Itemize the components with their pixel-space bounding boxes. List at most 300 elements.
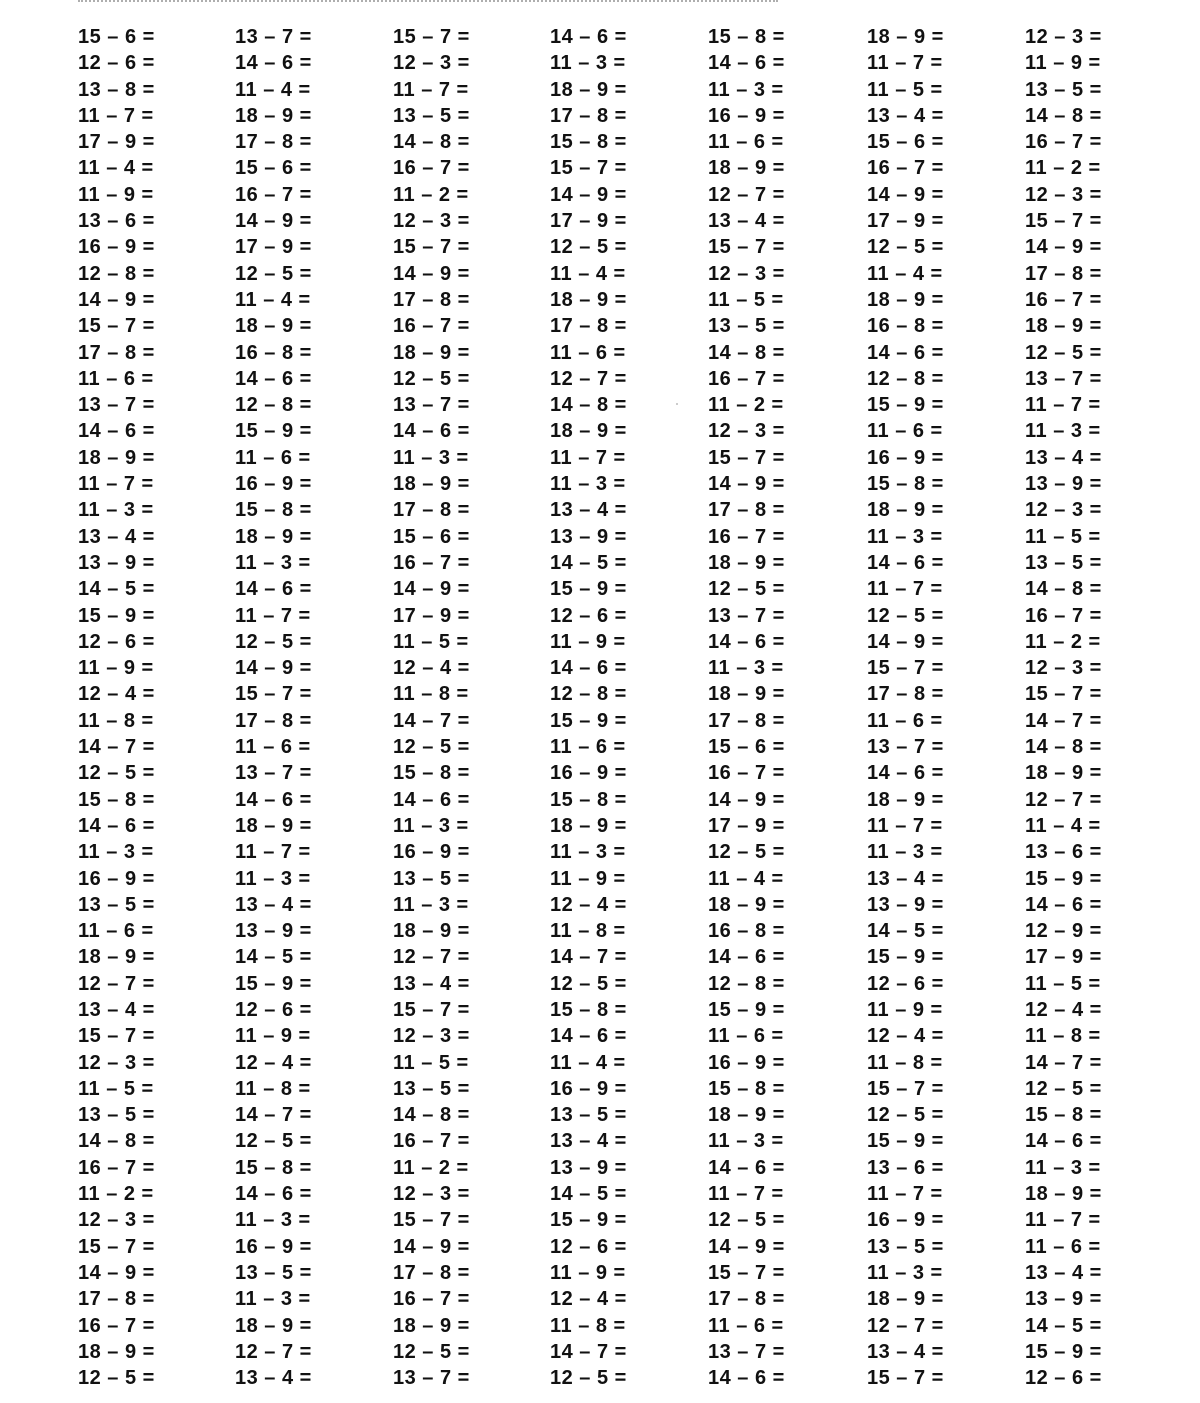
subtraction-problem: 16 – 9 = (78, 867, 155, 890)
subtraction-problem: 15 – 8 = (708, 1077, 785, 1100)
subtraction-problem: 15 – 7 = (867, 1367, 944, 1390)
subtraction-problem: 13 – 4 = (78, 525, 155, 548)
subtraction-problem: 11 – 7 = (867, 52, 943, 75)
subtraction-problem: 12 – 5 = (235, 630, 312, 653)
subtraction-problem: 12 – 5 = (1025, 341, 1102, 364)
subtraction-problem: 11 – 8 = (867, 1051, 943, 1074)
subtraction-problem: 15 – 7 = (708, 1261, 785, 1284)
subtraction-problem: 16 – 7 = (1025, 604, 1102, 627)
subtraction-problem: 18 – 9 = (78, 446, 155, 469)
subtraction-problem: 15 – 6 = (867, 131, 944, 154)
subtraction-problem: 11 – 3 = (78, 499, 154, 522)
subtraction-problem: 12 – 3 = (78, 1209, 155, 1232)
subtraction-problem: 15 – 7 = (78, 1235, 155, 1258)
subtraction-problem: 12 – 6 = (78, 630, 155, 653)
subtraction-problem: 15 – 8 = (867, 473, 944, 496)
subtraction-problem: 14 – 9 = (867, 630, 944, 653)
subtraction-problem: 12 – 4 = (867, 1025, 944, 1048)
subtraction-problem: 11 – 5 = (1025, 972, 1101, 995)
subtraction-problem: 13 – 5 = (78, 893, 155, 916)
subtraction-problem: 16 – 7 = (393, 1288, 470, 1311)
subtraction-problem: 14 – 7 = (78, 736, 155, 759)
subtraction-problem: 17 – 8 = (1025, 262, 1102, 285)
subtraction-problem: 11 – 7 = (1025, 1209, 1101, 1232)
subtraction-problem: 12 – 4 = (550, 893, 627, 916)
subtraction-problem: 11 – 2 = (393, 183, 469, 206)
subtraction-problem: 13 – 7 = (235, 26, 312, 48)
subtraction-problem: 11 – 9 = (78, 657, 154, 680)
problem-column-3 (393, 24, 543, 1391)
subtraction-problem: 14 – 8 = (1025, 736, 1102, 759)
subtraction-problem: 17 – 9 = (867, 210, 944, 233)
subtraction-problem: 13 – 4 = (867, 1340, 944, 1363)
subtraction-problem: 15 – 7 = (393, 236, 470, 259)
subtraction-problem: 13 – 5 = (393, 104, 470, 127)
subtraction-problem: 18 – 9 = (1025, 1183, 1102, 1206)
subtraction-problem: 15 – 7 = (393, 26, 470, 48)
subtraction-problem: 16 – 9 = (393, 841, 470, 864)
subtraction-problem: 12 – 5 = (550, 972, 627, 995)
subtraction-problem: 11 – 6 = (1025, 1235, 1101, 1258)
subtraction-problem: 12 – 8 = (867, 367, 944, 390)
subtraction-problem: 17 – 8 = (550, 104, 627, 127)
subtraction-problem: 11 – 3 = (393, 814, 469, 837)
subtraction-problem: 12 – 3 = (708, 420, 785, 443)
subtraction-problem: 15 – 8 = (393, 762, 470, 785)
subtraction-problem: 17 – 8 = (550, 315, 627, 338)
subtraction-problem: 14 – 8 = (393, 131, 470, 154)
subtraction-problem: 11 – 6 = (867, 420, 943, 443)
subtraction-problem: 17 – 8 = (235, 709, 312, 732)
subtraction-problem: 11 – 2 = (1025, 630, 1101, 653)
subtraction-problem: 12 – 7 = (393, 946, 470, 969)
subtraction-problem: 11 – 3 = (393, 893, 469, 916)
subtraction-problem: 11 – 3 = (550, 841, 626, 864)
subtraction-problem: 15 – 7 = (78, 315, 155, 338)
subtraction-problem: 16 – 7 = (1025, 288, 1102, 311)
subtraction-problem: 13 – 9 = (78, 551, 155, 574)
subtraction-problem: 14 – 6 = (235, 52, 312, 75)
subtraction-problem: 17 – 9 = (1025, 946, 1102, 969)
subtraction-problem: 14 – 6 = (1025, 1130, 1102, 1153)
subtraction-problem: 14 – 9 = (708, 788, 785, 811)
subtraction-problem: 12 – 3 = (393, 210, 470, 233)
problem-column-7 (1025, 24, 1175, 1391)
subtraction-problem: 13 – 4 = (78, 998, 155, 1021)
subtraction-problem: 11 – 8 = (1025, 1025, 1101, 1048)
subtraction-problem: 13 – 5 = (393, 867, 470, 890)
subtraction-problem: 15 – 7 = (867, 1077, 944, 1100)
subtraction-problem: 15 – 9 = (867, 946, 944, 969)
subtraction-problem: 11 – 6 = (550, 736, 626, 759)
subtraction-problem: 11 – 3 = (235, 1288, 311, 1311)
subtraction-problem: 14 – 8 = (1025, 104, 1102, 127)
subtraction-problem: 14 – 9 = (78, 288, 155, 311)
subtraction-problem: 13 – 7 = (867, 736, 944, 759)
subtraction-problem: 15 – 9 = (235, 420, 312, 443)
subtraction-problem: 12 – 5 = (393, 736, 470, 759)
subtraction-problem: 14 – 5 = (550, 1183, 627, 1206)
subtraction-problem: 12 – 7 = (78, 972, 155, 995)
subtraction-problem: 18 – 9 = (235, 814, 312, 837)
subtraction-problem: 16 – 9 = (78, 236, 155, 259)
subtraction-problem: 15 – 8 = (550, 131, 627, 154)
subtraction-problem: 13 – 9 = (867, 893, 944, 916)
subtraction-problem: 18 – 9 = (78, 946, 155, 969)
subtraction-problem: 11 – 8 = (393, 683, 469, 706)
subtraction-problem: 15 – 7 = (1025, 210, 1102, 233)
subtraction-problem: 12 – 5 = (235, 262, 312, 285)
subtraction-problem: 14 – 9 = (235, 210, 312, 233)
subtraction-problem: 13 – 5 = (393, 1077, 470, 1100)
subtraction-problem: 11 – 7 = (1025, 394, 1101, 417)
subtraction-problem: 14 – 6 = (867, 551, 944, 574)
subtraction-problem: 16 – 9 = (550, 762, 627, 785)
subtraction-problem: 17 – 8 = (393, 499, 470, 522)
subtraction-problem: 18 – 9 = (235, 1314, 312, 1337)
subtraction-problem: 11 – 5 = (867, 78, 943, 101)
subtraction-problem: 17 – 9 = (78, 131, 155, 154)
subtraction-problem: 16 – 7 = (867, 157, 944, 180)
subtraction-problem: 18 – 9 = (867, 288, 944, 311)
subtraction-problem: 18 – 9 = (393, 1314, 470, 1337)
subtraction-problem: 13 – 5 = (708, 315, 785, 338)
subtraction-problem: 12 – 5 = (708, 578, 785, 601)
subtraction-problem: 15 – 7 = (708, 236, 785, 259)
subtraction-problem: 12 – 7 = (708, 183, 785, 206)
problem-column-2 (235, 24, 385, 1391)
subtraction-problem: 15 – 6 = (393, 525, 470, 548)
subtraction-problem: 11 – 9 = (550, 867, 626, 890)
subtraction-problem: 12 – 6 = (550, 1235, 627, 1258)
subtraction-problem: 13 – 9 = (1025, 1288, 1102, 1311)
subtraction-problem: 12 – 5 = (550, 1367, 627, 1390)
subtraction-problem: 16 – 7 = (393, 1130, 470, 1153)
subtraction-problem: 18 – 9 = (708, 893, 785, 916)
subtraction-problem: 16 – 9 = (708, 1051, 785, 1074)
subtraction-problem: 16 – 7 = (708, 762, 785, 785)
subtraction-problem: 18 – 9 = (550, 814, 627, 837)
subtraction-problem: 12 – 5 = (78, 1367, 155, 1390)
subtraction-problem: 11 – 7 = (708, 1183, 784, 1206)
subtraction-problem: 13 – 4 = (708, 210, 785, 233)
subtraction-problem: 11 – 4 = (550, 262, 626, 285)
subtraction-problem: 18 – 9 = (550, 78, 627, 101)
subtraction-problem: 11 – 7 = (867, 578, 943, 601)
subtraction-problem: 14 – 7 = (393, 709, 470, 732)
subtraction-problem: 12 – 5 = (393, 1340, 470, 1363)
subtraction-problem: 11 – 9 = (867, 998, 943, 1021)
subtraction-problem: 17 – 8 = (78, 341, 155, 364)
subtraction-problem: 15 – 9 = (867, 394, 944, 417)
subtraction-problem: 11 – 9 = (235, 1025, 311, 1048)
subtraction-problem: 15 – 8 = (550, 998, 627, 1021)
subtraction-problem: 14 – 5 = (1025, 1314, 1102, 1337)
subtraction-problem: 18 – 9 = (867, 1288, 944, 1311)
subtraction-problem: 11 – 3 = (235, 867, 311, 890)
subtraction-problem: 13 – 5 = (1025, 78, 1102, 101)
subtraction-problem: 16 – 7 = (708, 367, 785, 390)
subtraction-problem: 13 – 8 = (78, 78, 155, 101)
subtraction-problem: 11 – 6 = (708, 1025, 784, 1048)
subtraction-problem: 16 – 8 = (235, 341, 312, 364)
subtraction-problem: 12 – 5 = (235, 1130, 312, 1153)
subtraction-problem: 11 – 5 = (1025, 525, 1101, 548)
subtraction-problem: 17 – 8 = (393, 288, 470, 311)
subtraction-problem: 14 – 9 = (393, 262, 470, 285)
subtraction-problem: 11 – 2 = (393, 1156, 469, 1179)
subtraction-problem: 14 – 6 = (393, 420, 470, 443)
subtraction-problem: 14 – 6 = (235, 788, 312, 811)
subtraction-problem: 11 – 7 = (235, 841, 311, 864)
subtraction-problem: 15 – 8 = (708, 26, 785, 48)
subtraction-problem: 14 – 6 = (867, 762, 944, 785)
subtraction-problem: 15 – 7 = (393, 998, 470, 1021)
problem-column-1 (78, 24, 228, 1391)
subtraction-problem: 11 – 3 = (235, 551, 311, 574)
subtraction-problem: 11 – 7 = (393, 78, 469, 101)
subtraction-problem: 13 – 6 = (78, 210, 155, 233)
subtraction-problem: 12 – 5 = (708, 841, 785, 864)
subtraction-problem: 13 – 4 = (393, 972, 470, 995)
subtraction-problem: 12 – 4 = (235, 1051, 312, 1074)
subtraction-problem: 12 – 5 = (867, 236, 944, 259)
subtraction-problem: 16 – 7 = (235, 183, 312, 206)
subtraction-problem: 17 – 8 = (235, 131, 312, 154)
subtraction-problem: 11 – 6 = (708, 131, 784, 154)
subtraction-problem: 12 – 3 = (78, 1051, 155, 1074)
subtraction-problem: 13 – 9 = (1025, 473, 1102, 496)
problem-column-5 (708, 24, 858, 1391)
subtraction-problem: 18 – 9 = (708, 551, 785, 574)
subtraction-problem: 12 – 8 = (708, 972, 785, 995)
subtraction-problem: 14 – 6 = (550, 26, 627, 48)
subtraction-problem: 12 – 3 = (1025, 499, 1102, 522)
subtraction-problem: 16 – 9 = (235, 1235, 312, 1258)
subtraction-problem: 18 – 9 = (393, 920, 470, 943)
subtraction-problem: 16 – 7 = (393, 551, 470, 574)
subtraction-problem: 13 – 7 = (708, 604, 785, 627)
subtraction-problem: 17 – 9 = (550, 210, 627, 233)
subtraction-problem: 13 – 9 = (235, 920, 312, 943)
subtraction-problem: 14 – 7 = (1025, 1051, 1102, 1074)
subtraction-problem: 11 – 5 = (393, 630, 469, 653)
subtraction-problem: 12 – 8 = (235, 394, 312, 417)
subtraction-problem: 17 – 8 = (708, 1288, 785, 1311)
subtraction-problem: 11 – 6 = (78, 920, 154, 943)
subtraction-problem: 17 – 8 = (867, 683, 944, 706)
subtraction-problem: 11 – 2 = (1025, 157, 1101, 180)
subtraction-problem: 14 – 9 = (393, 1235, 470, 1258)
subtraction-problem: 14 – 6 = (550, 1025, 627, 1048)
subtraction-problem: 16 – 7 = (708, 525, 785, 548)
subtraction-problem: 11 – 5 = (393, 1051, 469, 1074)
subtraction-problem: 11 – 5 = (708, 288, 784, 311)
subtraction-problem: 16 – 7 = (78, 1314, 155, 1337)
subtraction-problem: 11 – 4 = (550, 1051, 626, 1074)
subtraction-problem: 14 – 9 = (78, 1261, 155, 1284)
subtraction-problem: 14 – 5 = (550, 551, 627, 574)
subtraction-problem: 16 – 7 = (1025, 131, 1102, 154)
subtraction-problem: 18 – 9 = (1025, 762, 1102, 785)
subtraction-problem: 12 – 4 = (393, 657, 470, 680)
subtraction-problem: 14 – 9 = (867, 183, 944, 206)
subtraction-problem: 17 – 9 = (393, 604, 470, 627)
subtraction-problem: 18 – 9 = (78, 1340, 155, 1363)
subtraction-problem: 11 – 6 = (708, 1314, 784, 1337)
subtraction-problem: 13 – 6 = (867, 1156, 944, 1179)
subtraction-problem: 11 – 4 = (235, 288, 311, 311)
subtraction-problem: 14 – 7 = (235, 1104, 312, 1127)
subtraction-problem: 11 – 4 = (708, 867, 784, 890)
subtraction-problem: 15 – 7 = (708, 446, 785, 469)
subtraction-problem: 13 – 9 = (550, 525, 627, 548)
subtraction-problem: 14 – 6 = (708, 630, 785, 653)
subtraction-problem: 11 – 7 = (867, 1183, 943, 1206)
subtraction-problem: 11 – 4 = (867, 262, 943, 285)
subtraction-problem: 12 – 5 = (78, 762, 155, 785)
subtraction-problem: 14 – 9 = (708, 473, 785, 496)
subtraction-problem: 12 – 5 = (550, 236, 627, 259)
subtraction-problem: 17 – 8 = (708, 499, 785, 522)
subtraction-problem: 18 – 9 = (1025, 315, 1102, 338)
subtraction-problem: 12 – 6 = (1025, 1367, 1102, 1390)
subtraction-problem: 11 – 8 = (235, 1077, 311, 1100)
subtraction-problem: 11 – 4 = (78, 157, 154, 180)
subtraction-problem: 12 – 5 = (708, 1209, 785, 1232)
top-dotted-rule (78, 0, 778, 6)
subtraction-problem: 11 – 8 = (550, 920, 626, 943)
subtraction-problem: 14 – 6 = (235, 367, 312, 390)
subtraction-problem: 15 – 9 = (550, 1209, 627, 1232)
subtraction-problem: 15 – 9 = (550, 578, 627, 601)
subtraction-problem: 14 – 7 = (1025, 709, 1102, 732)
subtraction-problem: 12 – 9 = (1025, 920, 1102, 943)
subtraction-problem: 14 – 5 = (867, 920, 944, 943)
subtraction-problem: 11 – 2 = (708, 394, 784, 417)
subtraction-problem: 11 – 9 = (78, 183, 154, 206)
subtraction-problem: 14 – 6 = (78, 814, 155, 837)
subtraction-problem: 11 – 3 = (867, 1261, 943, 1284)
subtraction-problem: 14 – 6 = (708, 1156, 785, 1179)
subtraction-problem: 15 – 8 = (550, 788, 627, 811)
subtraction-problem: 15 – 9 = (1025, 1340, 1102, 1363)
subtraction-problem: 12 – 8 = (550, 683, 627, 706)
subtraction-problem: 11 – 7 = (78, 104, 154, 127)
subtraction-problem: 15 – 6 = (708, 736, 785, 759)
subtraction-problem: 11 – 3 = (1025, 1156, 1101, 1179)
subtraction-problem: 18 – 9 = (867, 499, 944, 522)
subtraction-problem: 12 – 3 = (1025, 657, 1102, 680)
subtraction-problem: 12 – 3 = (708, 262, 785, 285)
subtraction-problem: 12 – 4 = (550, 1288, 627, 1311)
subtraction-problem: 11 – 3 = (708, 657, 784, 680)
subtraction-problem: 12 – 4 = (1025, 998, 1102, 1021)
subtraction-problem: 18 – 9 = (708, 683, 785, 706)
subtraction-problem: 12 – 6 = (550, 604, 627, 627)
subtraction-problem: 15 – 8 = (235, 499, 312, 522)
subtraction-problem: 12 – 5 = (867, 1104, 944, 1127)
subtraction-problem: 11 – 3 = (550, 473, 626, 496)
subtraction-problem: 13 – 7 = (393, 394, 470, 417)
subtraction-problem: 16 – 9 = (867, 1209, 944, 1232)
subtraction-problem: 11 – 5 = (78, 1077, 154, 1100)
subtraction-problem: 12 – 3 = (393, 52, 470, 75)
subtraction-problem: 12 – 3 = (1025, 26, 1102, 48)
subtraction-problem: 15 – 7 = (235, 683, 312, 706)
subtraction-problem: 11 – 2 = (78, 1183, 154, 1206)
subtraction-problem: 14 – 6 = (708, 52, 785, 75)
subtraction-problem: 17 – 8 = (393, 1261, 470, 1284)
subtraction-problem: 12 – 7 = (867, 1314, 944, 1337)
subtraction-problem: 13 – 4 = (867, 867, 944, 890)
subtraction-problem: 11 – 7 = (78, 473, 154, 496)
subtraction-problem: 13 – 7 = (1025, 367, 1102, 390)
subtraction-problem: 11 – 3 = (393, 446, 469, 469)
subtraction-problem: 12 – 8 = (78, 262, 155, 285)
subtraction-problem: 12 – 5 = (393, 367, 470, 390)
subtraction-problem: 14 – 9 = (235, 657, 312, 680)
subtraction-problem: 11 – 3 = (708, 1130, 784, 1153)
subtraction-problem: 14 – 9 = (1025, 236, 1102, 259)
subtraction-problem: 13 – 7 = (235, 762, 312, 785)
subtraction-problem: 14 – 6 = (867, 341, 944, 364)
subtraction-problem: 14 – 7 = (550, 1340, 627, 1363)
subtraction-problem: 16 – 7 = (78, 1156, 155, 1179)
subtraction-problem: 13 – 4 = (235, 1367, 312, 1390)
subtraction-problem: 11 – 6 = (235, 736, 311, 759)
subtraction-problem: 12 – 7 = (235, 1340, 312, 1363)
subtraction-problem: 13 – 7 = (708, 1340, 785, 1363)
subtraction-problem: 12 – 5 = (867, 604, 944, 627)
subtraction-problem: 13 – 4 = (235, 893, 312, 916)
subtraction-problem: 11 – 6 = (550, 341, 626, 364)
subtraction-problem: 14 – 8 = (708, 341, 785, 364)
subtraction-problem: 11 – 6 = (235, 446, 311, 469)
subtraction-problem: 15 – 9 = (1025, 867, 1102, 890)
subtraction-problem: 11 – 7 = (235, 604, 311, 627)
subtraction-problem: 18 – 9 = (393, 473, 470, 496)
subtraction-problem: 13 – 5 = (867, 1235, 944, 1258)
subtraction-problem: 17 – 9 = (708, 814, 785, 837)
subtraction-problem: 14 – 6 = (235, 1183, 312, 1206)
subtraction-problem: 17 – 8 = (78, 1288, 155, 1311)
subtraction-problem: 16 – 9 = (235, 473, 312, 496)
subtraction-problem: 14 – 9 = (393, 578, 470, 601)
subtraction-problem: 12 – 6 = (78, 52, 155, 75)
subtraction-problem: 12 – 3 = (393, 1183, 470, 1206)
subtraction-problem: 12 – 7 = (1025, 788, 1102, 811)
subtraction-problem: 13 – 5 = (550, 1104, 627, 1127)
subtraction-problem: 14 – 5 = (235, 946, 312, 969)
subtraction-problem: 12 – 6 = (867, 972, 944, 995)
subtraction-problem: 11 – 3 = (867, 841, 943, 864)
subtraction-problem: 14 – 6 = (78, 420, 155, 443)
subtraction-problem: 14 – 9 = (708, 1235, 785, 1258)
subtraction-problem: 16 – 9 = (867, 446, 944, 469)
subtraction-problem: 14 – 8 = (1025, 578, 1102, 601)
subtraction-problem: 17 – 8 = (708, 709, 785, 732)
subtraction-problem: 11 – 4 = (235, 78, 311, 101)
subtraction-problem: 14 – 7 = (550, 946, 627, 969)
subtraction-problem: 16 – 7 = (393, 315, 470, 338)
subtraction-problem: 13 – 4 = (1025, 1261, 1102, 1284)
subtraction-problem: 12 – 3 = (393, 1025, 470, 1048)
subtraction-problem: 14 – 6 = (550, 657, 627, 680)
subtraction-problem: 15 – 8 = (78, 788, 155, 811)
subtraction-problem: 11 – 3 = (235, 1209, 311, 1232)
subtraction-problem: 15 – 6 = (235, 157, 312, 180)
